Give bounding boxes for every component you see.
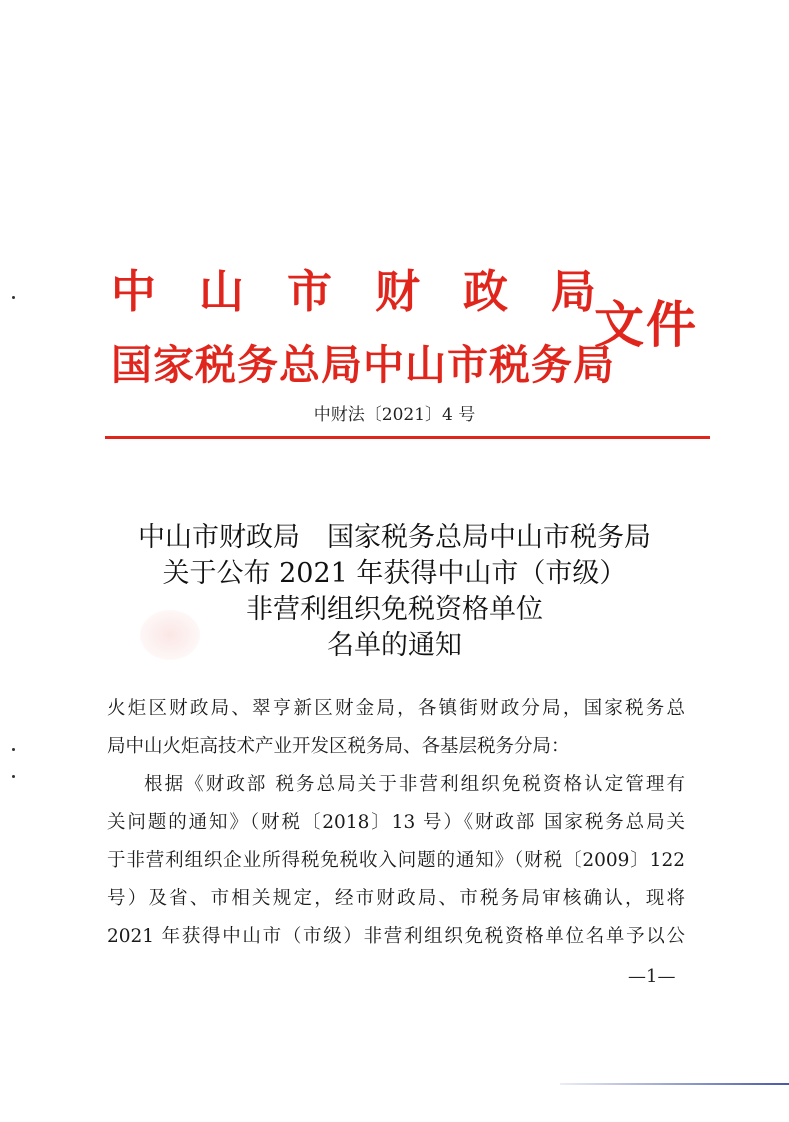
- title-line: 中山市财政局 国家税务总局中山市税务局: [138, 522, 651, 553]
- paragraph-line: 号）及省、市相关规定，经市财政局、市税务局审核确认，现将: [107, 888, 685, 909]
- addressee-line: 火炬区财政局、翠亨新区财金局，各镇街财政分局，国家税务总: [107, 698, 685, 719]
- red-divider: [105, 436, 710, 439]
- paragraph-line: 2021 年获得中山市（市级）非营利组织免税资格单位名单予以公: [107, 926, 685, 947]
- document-title: [0, 520, 789, 664]
- addressee-line: 局中山火炬高技术产业开发区税务局、各基层税务分局：: [107, 736, 570, 757]
- title-line: 名单的通知: [327, 630, 462, 661]
- document-body: [107, 690, 685, 956]
- scan-speck: [12, 775, 15, 778]
- title-line: 关于公布 2021 年获得中山市（市级）: [162, 558, 627, 589]
- letterhead-char: 中: [111, 265, 157, 318]
- letterhead-char: 山: [198, 265, 244, 318]
- letterhead-char: 市: [286, 265, 332, 318]
- letterhead-line-2: 国家税务总局中山市税务局: [111, 341, 615, 389]
- scan-edge-artifact: [560, 1083, 789, 1085]
- page-number: —1—: [628, 966, 676, 987]
- paragraph-line: 关问题的通知》（财税〔2018〕13 号）《财政部 国家税务总局关: [107, 812, 685, 833]
- letterhead-line-1: [111, 255, 596, 320]
- letterhead-suffix: 文件: [594, 296, 698, 354]
- letterhead-char: 财: [374, 265, 420, 318]
- letterhead-char: 局: [550, 265, 596, 318]
- paragraph-line: 根据《财政部 税务总局关于非营利组织免税资格认定管理有: [144, 774, 685, 795]
- scan-speck: [12, 296, 15, 299]
- paragraph-line: 于非营利组织企业所得税免税收入问题的通知》（财税〔2009〕122: [107, 850, 685, 871]
- letterhead-char: 政: [462, 265, 508, 318]
- scan-speck: [12, 748, 15, 751]
- document-number: 中财法〔2021〕4 号: [313, 405, 476, 425]
- title-line: 非营利组织免税资格单位: [246, 594, 543, 625]
